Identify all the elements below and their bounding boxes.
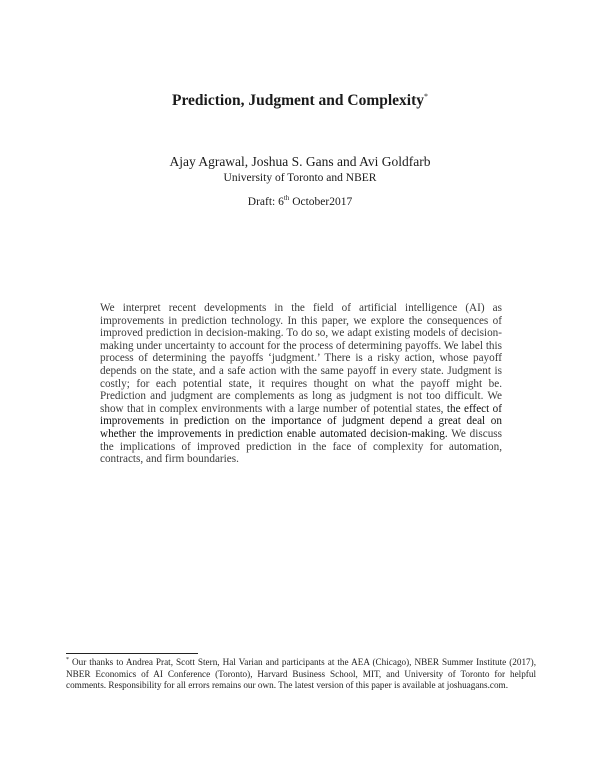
footnote bbox=[66, 657, 536, 692]
abstract-part-3: We discuss the implications of improved prediction in the face of complexity for automation, contracts, and firm boundaries. bbox=[100, 427, 503, 466]
footnote-text: Our thanks to Andrea Prat, Scott Stern, Hal Varian and participants at the AEA (Chicago), NBER Summer Institute (2017), NBER Economics of AI Conference (Toronto), Harvard Business School, MIT, and University of Toronto for helpful comments. Responsibility for all errors remains our own. The latest version of this paper is available at joshuagans.com. bbox=[66, 657, 536, 690]
draft-prefix: Draft: 6 bbox=[247, 196, 284, 208]
draft-date bbox=[0, 196, 600, 208]
draft-suffix: October2017 bbox=[289, 196, 353, 208]
affiliation: University of Toronto and NBER bbox=[223, 172, 377, 184]
footnote-mark: * bbox=[66, 656, 69, 663]
author-list: Ajay Agrawal, Joshua S. Gans and Avi Goldfarb bbox=[169, 154, 431, 169]
paper-title bbox=[0, 92, 600, 110]
footnote-divider bbox=[66, 653, 198, 654]
title-footnote-mark: * bbox=[424, 91, 429, 101]
abstract-part-1: We interpret recent developments in the field of artificial intelligence (AI) as improvements in prediction technology. In this paper, we explore the consequences of improved prediction in decision-making. To do so, we adapt existing models of decision-making under uncertainty to account for the process of determining payoffs. We label this process of determining the payoffs ‘judgment.’ There is a risky action, whose payoff depends on the state, and a safe action with the same payoff in every state. Judgment is costly; for each potential state, it requires thought on what the payoff might be. Prediction and judgment are complements as long as judgment is not too difficult. We show that in complex environments with a large number of potential states, bbox=[100, 302, 502, 415]
abstract bbox=[100, 302, 502, 466]
draft-superscript: th bbox=[283, 194, 290, 203]
abstract-part-2: the effect of improvements in prediction on the importance of judgment depend a great deal on whether the improvements in prediction enable automated decision-making. bbox=[100, 402, 502, 440]
title-text: Prediction, Judgment and Complexity bbox=[171, 92, 425, 109]
